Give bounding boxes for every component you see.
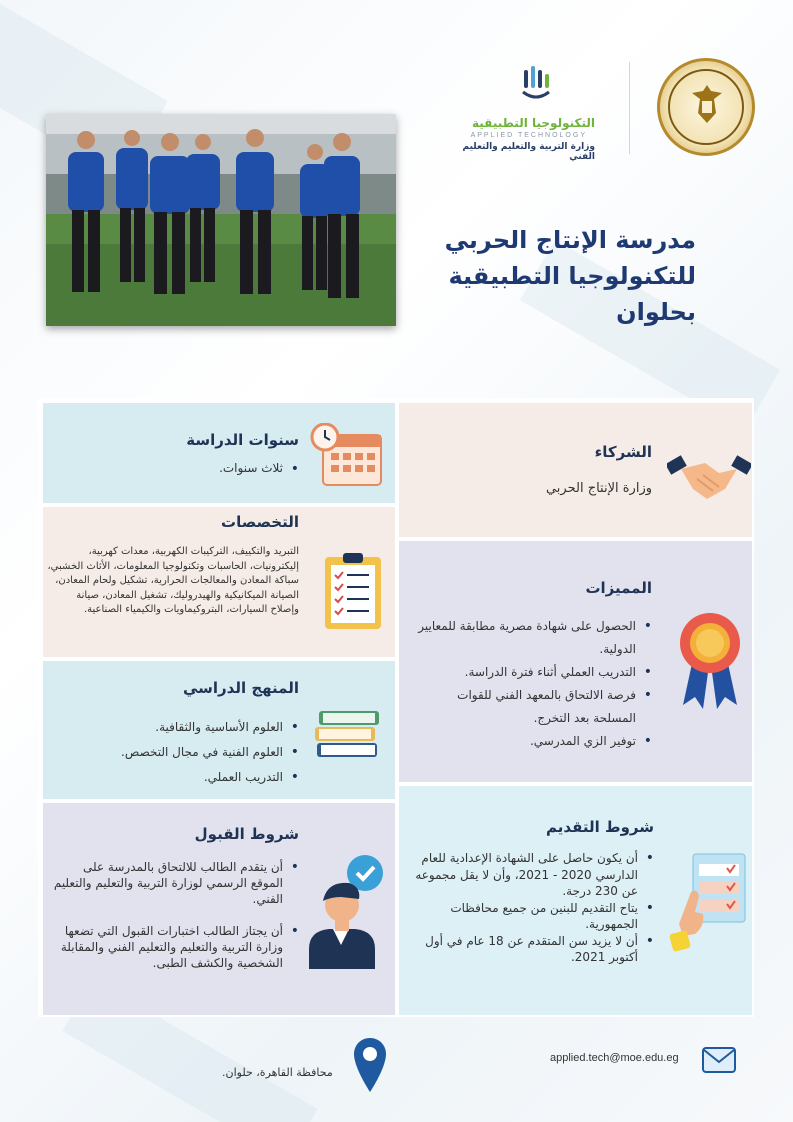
- list-item: • توفير الزي المدرسي.: [412, 730, 652, 753]
- handshake-icon: [667, 449, 751, 505]
- admission-list: [49, 859, 299, 971]
- list-item: • الحصول على شهادة مصرية مطابقة للمعايير الدولية.: [412, 615, 652, 661]
- curriculum-list: [121, 715, 299, 790]
- email-icon: [702, 1047, 736, 1073]
- approved-person-icon: [305, 853, 385, 969]
- application-form-icon: [669, 852, 749, 952]
- list-item: • أن يكون حاصل على الشهادة الإعدادية للعام الدارسي 2020 - 2021، وأن لا يقل مجموعه عن 230 درجة.: [414, 850, 654, 900]
- logo-divider: [629, 62, 630, 154]
- list-item: • ثلاث سنوات.: [219, 461, 299, 475]
- applied-technology-name-en: APPLIED TECHNOLOGY: [470, 132, 587, 139]
- partners-title: الشركاء: [594, 443, 652, 461]
- list-item: • يتاح التقديم للبنين من جميع محافظات الجمهورية.: [414, 900, 654, 933]
- list-item: • العلوم الأساسية والثقافية.: [121, 715, 299, 740]
- students-photo: [46, 114, 396, 326]
- school-title: [366, 222, 696, 330]
- calendar-icon: [309, 423, 385, 489]
- list-item: • العلوم الفنية في مجال التخصص.: [121, 740, 299, 765]
- partners-card: [397, 401, 754, 539]
- header-logos: [445, 58, 755, 162]
- ministry-name: وزارة التربية والتعليم والتعليم الفني: [462, 142, 595, 162]
- contact-email[interactable]: applied.tech@moe.edu.eg: [550, 1052, 679, 1064]
- ministry-seal-logo: [657, 58, 755, 156]
- books-icon: [313, 705, 381, 761]
- application-card: [397, 784, 754, 1017]
- students-photo-illustration: [46, 114, 396, 326]
- checklist-icon: [323, 551, 383, 631]
- specializations-text: التبريد والتكييف، التركيبات الكهربية، معدات كهربية، إليكترونيات، الحاسبات وتكنولوجيا المعلومات، الأثاث الخشبي، سباكة المعادن والمعالجات الحرارية، تشكيل ولحام المعادن، الصيانة الميكانيكية والهيدروليك، تشغيل المعادن، صيانة وإصلاح السيارات، البتروكيماويات والكيمياء الصناعية.: [47, 546, 299, 615]
- list-item: • التدريب العملي أثناء فترة الدراسة.: [412, 661, 652, 684]
- applied-technology-name: التكنولوجيا التطبيقية: [472, 116, 595, 130]
- location-pin-icon: [352, 1036, 388, 1096]
- applied-technology-icon: [521, 66, 551, 106]
- partners-text: وزارة الإنتاج الحربي: [545, 481, 652, 496]
- school-title-line-2: للتكنولوجيا التطبيقية بحلوان: [448, 262, 696, 326]
- application-title: شروط التقديم: [546, 818, 654, 836]
- application-list: [414, 850, 654, 966]
- features-title: المميزات: [585, 579, 652, 597]
- list-item: • التدريب العملي.: [121, 765, 299, 790]
- years-title: سنوات الدراسة: [186, 431, 299, 449]
- features-list: [412, 615, 652, 753]
- list-item: • فرصة الالتحاق بالمعهد الفني للقوات المسلحة بعد التخرج.: [412, 684, 652, 730]
- eagle-icon: [690, 83, 724, 127]
- school-title-line-1: مدرسة الإنتاج الحربي: [444, 226, 696, 254]
- curriculum-title: المنهج الدراسي: [182, 679, 299, 697]
- list-item: • أن يتقدم الطالب للالتحاق بالمدرسة على الموقع الرسمي لوزارة التربية والتعليم والتعليم الفني.: [49, 859, 299, 907]
- specializations-title: التخصصات: [221, 513, 299, 531]
- features-card: [397, 539, 754, 784]
- specializations-card: [41, 505, 397, 659]
- applied-technology-logo: [445, 66, 621, 162]
- years-card: [41, 401, 397, 505]
- admission-card: [41, 801, 397, 1017]
- address: محافظة القاهرة، حلوان.: [222, 1066, 333, 1079]
- award-ribbon-icon: [675, 609, 745, 715]
- list-item: • أن لا يزيد سن المتقدم عن 18 عام في أول أكتوبر 2021.: [414, 933, 654, 966]
- curriculum-card: [41, 659, 397, 801]
- years-list: [219, 461, 299, 475]
- admission-title: شروط القبول: [194, 825, 299, 843]
- list-item: • أن يجتاز الطالب اختبارات القبول التي تضعها وزارة التربية والتعليم والتعليم الفني والمقابلة الشخصية والكشف الطبى.: [49, 923, 299, 971]
- info-grid: [38, 398, 754, 1017]
